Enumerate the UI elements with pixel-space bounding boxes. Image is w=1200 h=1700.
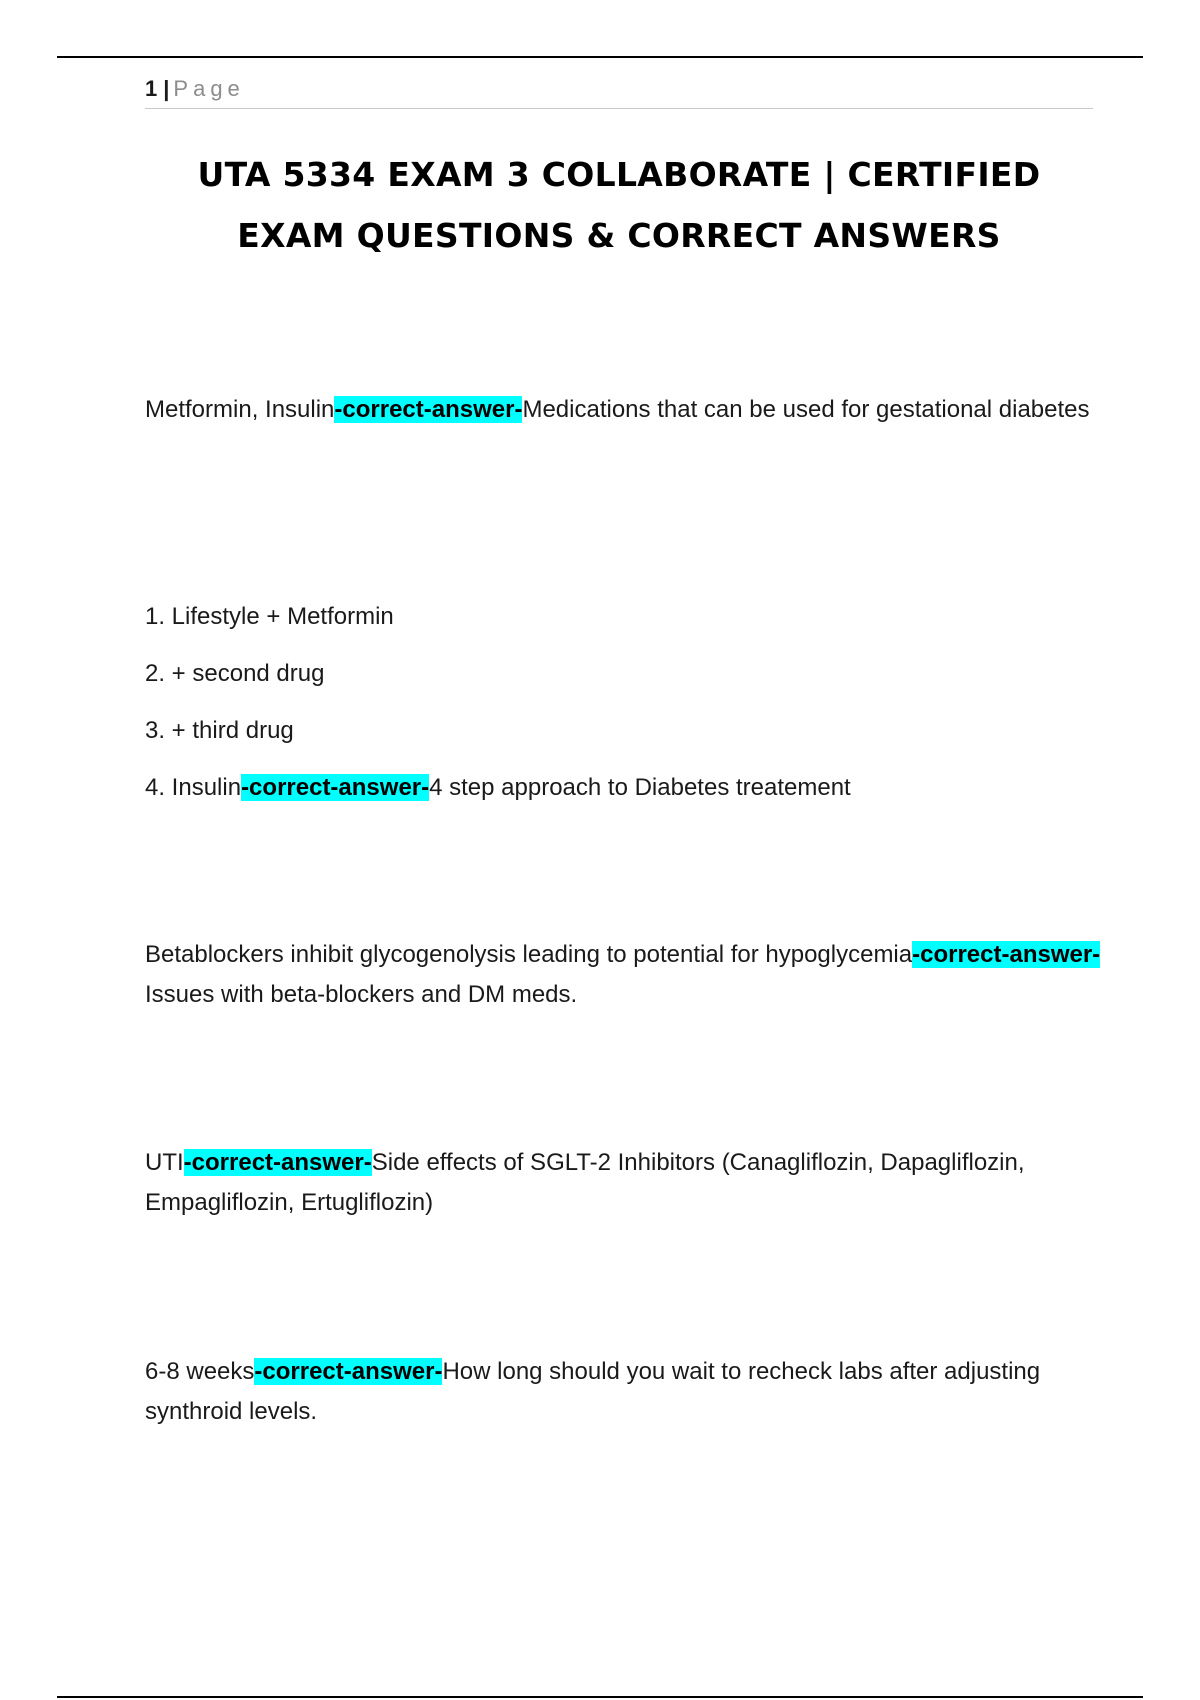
correct-answer-marker: -correct-answer- xyxy=(183,1149,372,1176)
bottom-rule xyxy=(57,1696,1143,1698)
list-item: 3. + third drug xyxy=(145,717,294,744)
qa-entry xyxy=(145,390,1105,430)
steps-list xyxy=(145,600,1105,828)
question-text: Issues with beta-blockers and DM meds. xyxy=(145,981,578,1008)
list-item: 1. Lifestyle + Metformin xyxy=(145,603,394,630)
list-item xyxy=(145,771,1105,828)
question-text: Side effects of SGLT-2 Inhibitors (Canagliflozin, Dapagliflozin, Empagliflozin, Ertugliflozin) xyxy=(145,1149,1025,1216)
top-rule xyxy=(57,56,1143,58)
question-text: 4 step approach to Diabetes treatement xyxy=(429,774,851,801)
answer-text: Metformin, Insulin xyxy=(145,396,335,423)
answer-text: Betablockers inhibit glycogenolysis leading to potential for hypoglycemia xyxy=(145,941,913,968)
qa-entry xyxy=(145,1143,1105,1223)
correct-answer-marker: -correct-answer- xyxy=(254,1358,443,1385)
answer-text: 6-8 weeks xyxy=(145,1358,255,1385)
answer-text: 4. Insulin xyxy=(145,774,242,801)
qa-entry xyxy=(145,935,1105,1015)
page-label: Page xyxy=(173,76,245,101)
correct-answer-marker: -correct-answer- xyxy=(912,941,1101,968)
correct-answer-marker: -correct-answer- xyxy=(241,774,430,801)
correct-answer-marker: -correct-answer- xyxy=(334,396,523,423)
list-item: 2. + second drug xyxy=(145,660,325,687)
question-text: Medications that can be used for gestational diabetes xyxy=(522,396,1090,423)
question-text: How long should you wait to recheck labs after adjusting synthroid levels. xyxy=(145,1358,1041,1425)
page-separator: | xyxy=(163,76,170,101)
qa-entry xyxy=(145,1352,1105,1432)
page-header xyxy=(145,76,1093,109)
document-title: UTA 5334 EXAM 3 COLLABORATE | CERTIFIED EXAM QUESTIONS & CORRECT ANSWERS xyxy=(197,155,1041,255)
page-number: 1 xyxy=(145,76,158,101)
answer-text: UTI xyxy=(145,1149,184,1176)
